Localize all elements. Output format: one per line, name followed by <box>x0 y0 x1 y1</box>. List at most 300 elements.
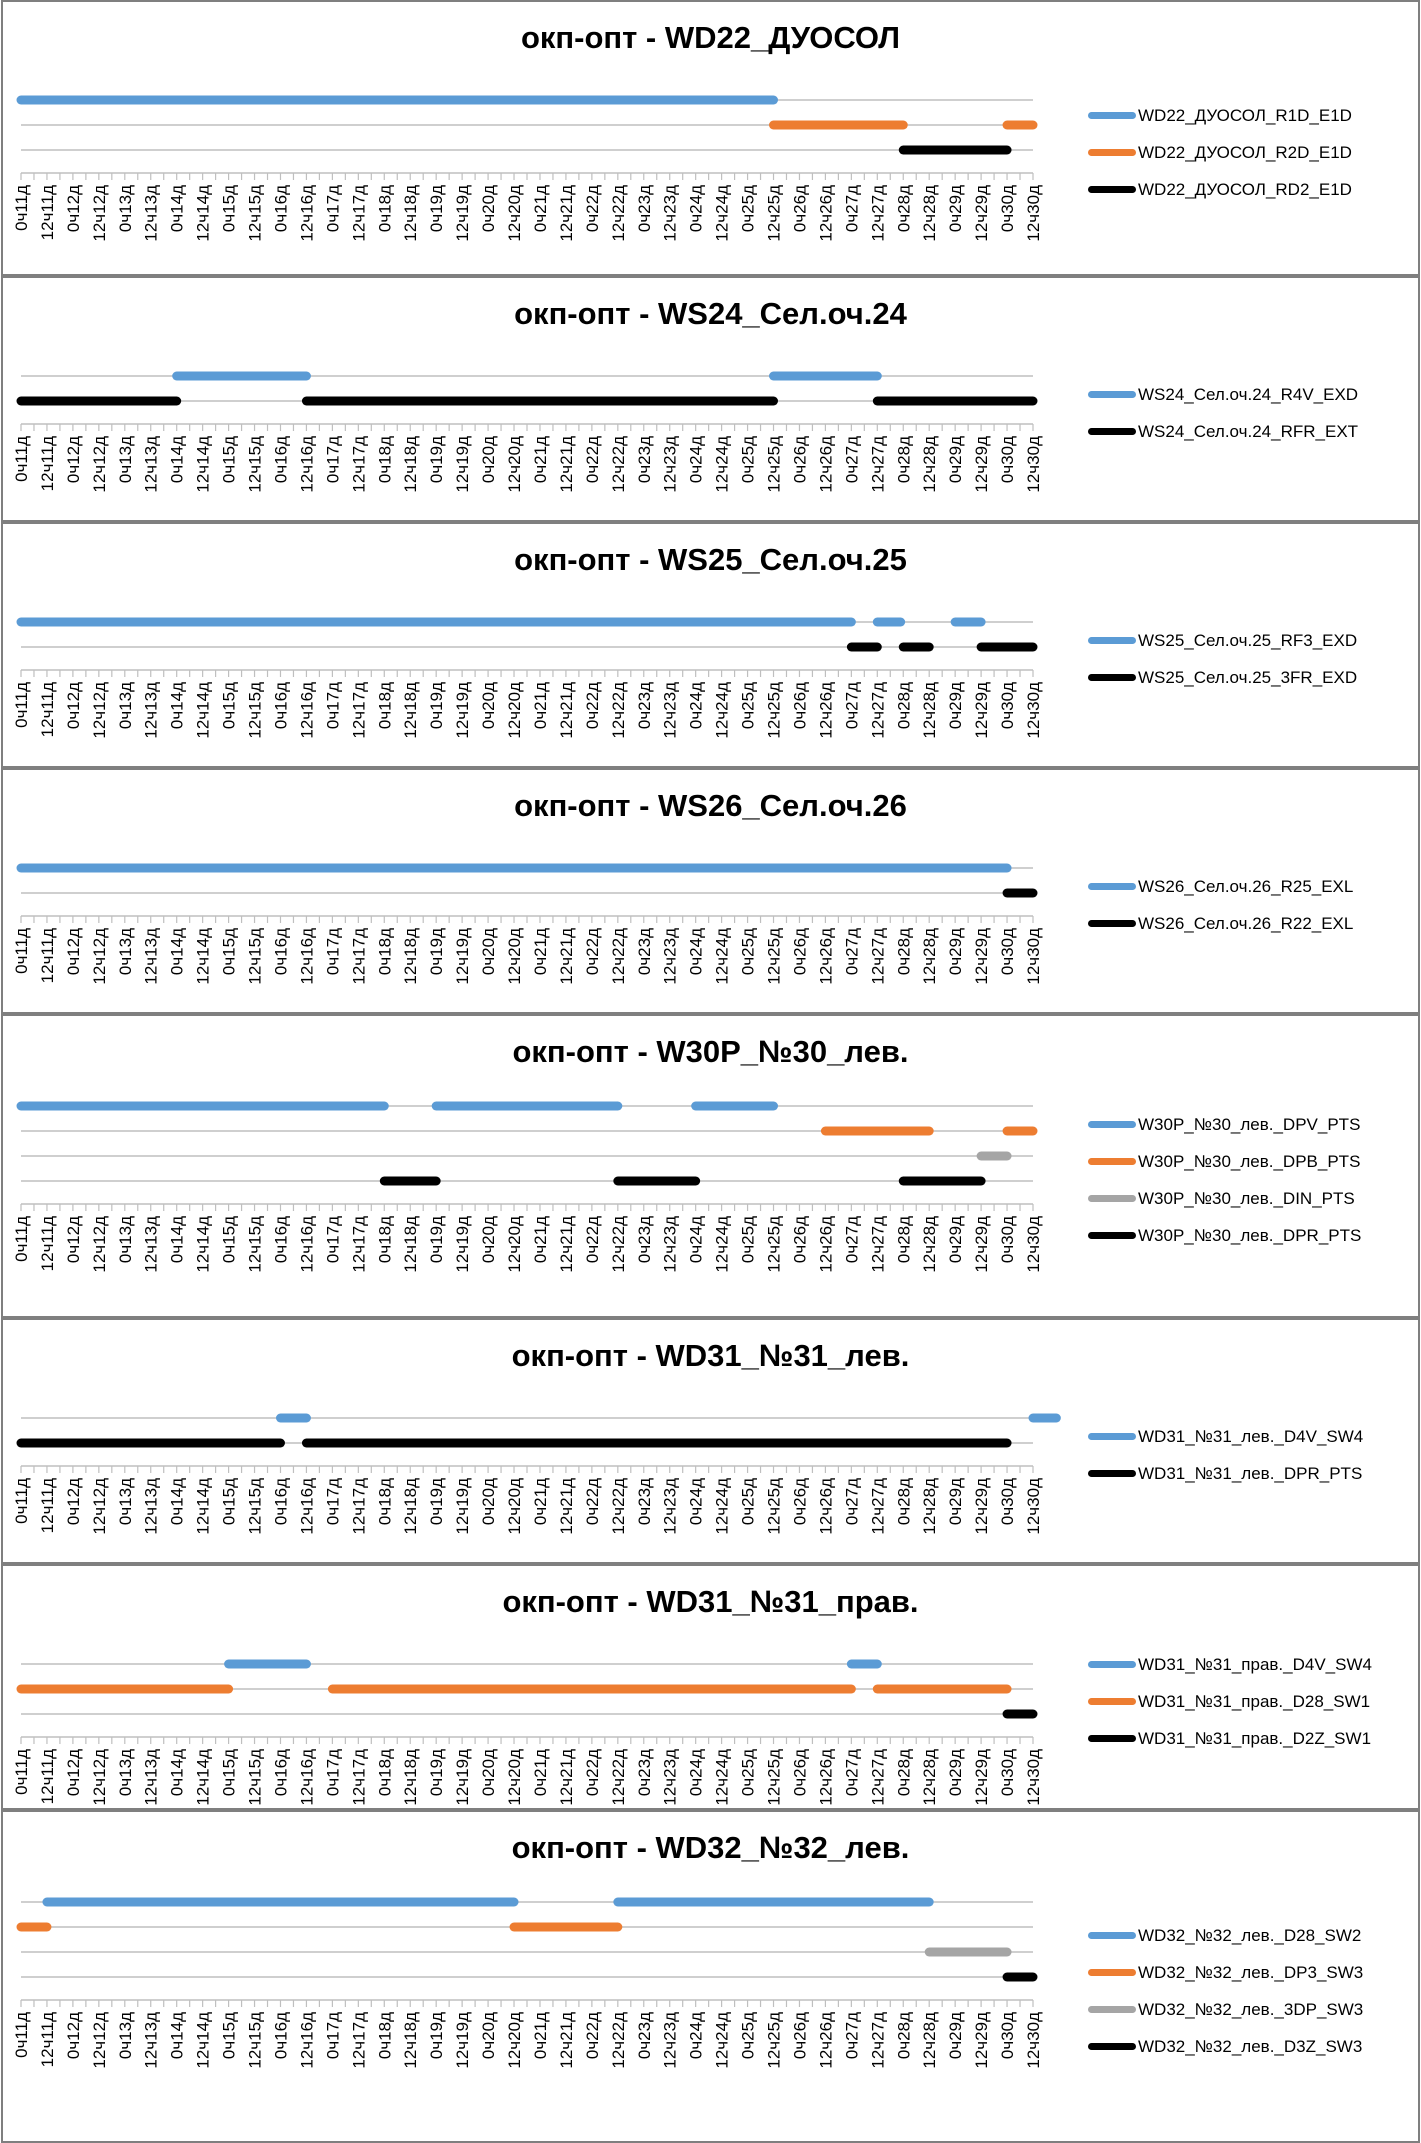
x-tick-label: 12ч22д <box>608 928 628 985</box>
x-tick-label: 0ч13д <box>115 436 135 484</box>
x-tick-label: 0ч15д <box>219 185 239 233</box>
legend-swatch <box>1088 920 1136 927</box>
legend-item <box>1088 622 1398 659</box>
x-tick-label: 12ч29д <box>972 928 992 985</box>
chart-title: окп-опт - WD31_№31_лев. <box>511 1338 910 1373</box>
x-tick-label: 12ч24д <box>712 436 732 493</box>
x-tick-label: 12ч11д <box>37 1749 57 1805</box>
x-tick-label: 12ч25д <box>764 185 784 242</box>
x-tick-label: 0ч30д <box>998 1749 1018 1797</box>
chart-title: окп-опт - WS26_Сел.оч.26 <box>514 788 907 823</box>
legend-item <box>1088 1217 1398 1254</box>
x-tick-label: 0ч13д <box>115 1216 135 1264</box>
legend-label: WS24_Сел.оч.24_R4V_EXD <box>1138 384 1359 404</box>
legend-item <box>1088 905 1398 942</box>
legend-swatch <box>1088 2006 1136 2013</box>
x-tick-label: 0ч22д <box>582 1216 602 1264</box>
x-tick-label: 0ч13д <box>115 928 135 976</box>
x-tick-label: 12ч21д <box>556 1749 576 1806</box>
x-tick-label: 12ч23д <box>660 928 680 985</box>
x-tick-label: 12ч14д <box>193 436 213 493</box>
x-tick-label: 12ч21д <box>556 682 576 739</box>
x-tick-label: 0ч11д <box>12 185 31 231</box>
x-tick-label: 12ч14д <box>193 1478 213 1535</box>
legend-item <box>1088 868 1398 905</box>
legend-swatch <box>1088 1195 1136 1202</box>
x-tick-label: 0ч22д <box>582 436 602 484</box>
gantt-plot <box>3 278 1083 520</box>
x-tick-label: 0ч21д <box>530 185 550 233</box>
x-tick-label: 0ч11д <box>12 682 31 728</box>
x-tick-label: 12ч15д <box>245 1478 265 1535</box>
x-tick-label: 0ч14д <box>167 1749 187 1797</box>
x-tick-label: 12ч23д <box>660 682 680 739</box>
x-tick-label: 0ч29д <box>946 682 966 730</box>
gantt-plot <box>3 524 1083 766</box>
legend-swatch <box>1088 883 1136 890</box>
x-tick-label: 0ч30д <box>998 2012 1018 2060</box>
x-tick-label: 0ч25д <box>738 436 758 484</box>
x-tick-label: 12ч27д <box>868 2012 888 2069</box>
x-tick-label: 12ч13д <box>141 1749 161 1806</box>
x-tick-label: 0ч12д <box>63 185 83 233</box>
x-tick-label: 0ч15д <box>219 682 239 730</box>
legend-label: WS26_Сел.оч.26_R22_EXL <box>1138 913 1354 933</box>
x-tick-label: 0ч11д <box>12 1749 31 1795</box>
x-tick-label: 12ч15д <box>245 436 265 493</box>
x-tick-label: 12ч15д <box>245 1216 265 1273</box>
x-tick-label: 12ч29д <box>972 2012 992 2069</box>
x-tick-label: 12ч16д <box>297 1478 317 1535</box>
x-tick-label: 12ч25д <box>764 2012 784 2069</box>
x-tick-label: 0ч16д <box>271 1216 291 1264</box>
x-tick-label: 12ч20д <box>505 2012 525 2069</box>
x-tick-label: 0ч28д <box>894 1478 914 1526</box>
legend-item <box>1088 1954 1398 1991</box>
x-tick-label: 0ч12д <box>63 928 83 976</box>
x-tick-label: 12ч11д <box>37 2012 57 2068</box>
x-tick-label: 0ч27д <box>842 1216 862 1264</box>
x-tick-label: 12ч28д <box>920 682 940 739</box>
x-tick-label: 0ч23д <box>634 2012 654 2060</box>
x-tick-label: 12ч15д <box>245 928 265 985</box>
x-tick-label: 12ч17д <box>349 1478 369 1535</box>
x-tick-label: 12ч14д <box>193 185 213 242</box>
chart-panel <box>1 276 1420 522</box>
x-tick-label: 0ч20д <box>479 1478 499 1526</box>
x-tick-label: 12ч11д <box>37 436 57 492</box>
x-tick-label: 12ч19д <box>453 1749 473 1806</box>
x-tick-label: 0ч16д <box>271 928 291 976</box>
x-tick-label: 12ч30д <box>1024 1216 1043 1273</box>
x-tick-label: 0ч25д <box>738 2012 758 2060</box>
x-tick-label: 0ч11д <box>12 1216 31 1262</box>
x-tick-label: 0ч19д <box>427 682 447 730</box>
x-tick-label: 0ч30д <box>998 1478 1018 1526</box>
x-tick-label: 0ч23д <box>634 185 654 233</box>
x-tick-label: 0ч15д <box>219 436 239 484</box>
x-tick-label: 12ч13д <box>141 928 161 985</box>
x-tick-label: 0ч14д <box>167 1216 187 1264</box>
x-tick-label: 12ч21д <box>556 2012 576 2069</box>
x-tick-label: 0ч26д <box>790 1216 810 1264</box>
x-tick-label: 0ч18д <box>375 1749 395 1797</box>
x-tick-label: 0ч26д <box>790 1478 810 1526</box>
x-tick-label: 0ч14д <box>167 928 187 976</box>
x-tick-label: 0ч16д <box>271 1478 291 1526</box>
x-tick-label: 0ч30д <box>998 682 1018 730</box>
legend <box>1088 1917 1398 2065</box>
chart-title: окп-опт - WS24_Сел.оч.24 <box>514 296 907 331</box>
x-tick-label: 12ч16д <box>297 928 317 985</box>
x-tick-label: 0ч26д <box>790 185 810 233</box>
legend-label: WD22_ДУОСОЛ_R1D_E1D <box>1138 105 1352 125</box>
x-tick-label: 12ч24д <box>712 2012 732 2069</box>
x-tick-label: 0ч21д <box>530 682 550 730</box>
x-tick-label: 12ч26д <box>816 185 836 242</box>
x-tick-label: 0ч24д <box>686 1216 706 1264</box>
x-tick-label: 0ч28д <box>894 185 914 233</box>
x-tick-label: 0ч22д <box>582 928 602 976</box>
legend-label: WD32_№32_лев._DP3_SW3 <box>1138 1962 1364 1982</box>
legend-label: WD22_ДУОСОЛ_R2D_E1D <box>1138 142 1352 162</box>
x-tick-label: 0ч15д <box>219 1216 239 1264</box>
x-tick-label: 0ч23д <box>634 1478 654 1526</box>
x-tick-label: 12ч18д <box>401 185 421 242</box>
x-tick-label: 12ч13д <box>141 436 161 493</box>
legend-label: WD31_№31_лев._DPR_PTS <box>1138 1463 1363 1483</box>
chart-panel <box>1 1014 1420 1318</box>
x-tick-label: 12ч27д <box>868 185 888 242</box>
x-tick-label: 12ч19д <box>453 1478 473 1535</box>
x-tick-label: 0ч21д <box>530 436 550 484</box>
x-tick-label: 0ч20д <box>479 2012 499 2060</box>
x-tick-label: 12ч20д <box>505 436 525 493</box>
x-tick-label: 0ч20д <box>479 682 499 730</box>
x-tick-label: 12ч20д <box>505 185 525 242</box>
x-tick-label: 12ч13д <box>141 2012 161 2069</box>
legend-swatch <box>1088 186 1136 193</box>
x-tick-label: 12ч13д <box>141 1478 161 1535</box>
x-tick-label: 0ч24д <box>686 2012 706 2060</box>
legend-swatch <box>1088 674 1136 681</box>
x-tick-label: 12ч20д <box>505 1478 525 1535</box>
x-tick-label: 12ч28д <box>920 1216 940 1273</box>
x-tick-label: 0ч17д <box>323 928 343 976</box>
x-tick-label: 12ч26д <box>816 436 836 493</box>
x-tick-label: 12ч27д <box>868 928 888 985</box>
x-tick-label: 0ч27д <box>842 928 862 976</box>
x-tick-label: 12ч15д <box>245 1749 265 1806</box>
legend-label: WD32_№32_лев._D3Z_SW3 <box>1138 2036 1363 2056</box>
x-tick-label: 12ч20д <box>505 1216 525 1273</box>
legend-swatch <box>1088 112 1136 119</box>
x-tick-label: 12ч26д <box>816 1216 836 1273</box>
x-tick-label: 12ч29д <box>972 1749 992 1806</box>
x-tick-label: 12ч25д <box>764 682 784 739</box>
x-tick-label: 12ч17д <box>349 2012 369 2069</box>
legend-item <box>1088 97 1398 134</box>
x-tick-label: 0ч13д <box>115 1749 135 1797</box>
x-tick-label: 0ч13д <box>115 682 135 730</box>
x-tick-label: 12ч28д <box>920 1478 940 1535</box>
x-tick-label: 12ч30д <box>1024 436 1043 493</box>
chart-panel <box>1 1564 1420 1810</box>
x-tick-label: 0ч27д <box>842 436 862 484</box>
x-tick-label: 12ч17д <box>349 682 369 739</box>
x-tick-label: 0ч18д <box>375 185 395 233</box>
x-tick-label: 0ч24д <box>686 1749 706 1797</box>
x-tick-label: 0ч27д <box>842 185 862 233</box>
x-tick-label: 0ч26д <box>790 2012 810 2060</box>
legend-swatch <box>1088 1969 1136 1976</box>
legend <box>1088 1646 1398 1757</box>
x-tick-label: 12ч24д <box>712 928 732 985</box>
x-tick-label: 12ч28д <box>920 1749 940 1806</box>
legend-item <box>1088 1143 1398 1180</box>
legend-item <box>1088 2028 1398 2065</box>
x-tick-label: 0ч15д <box>219 1478 239 1526</box>
x-tick-label: 12ч14д <box>193 1216 213 1273</box>
x-tick-label: 0ч23д <box>634 682 654 730</box>
legend-label: WS25_Сел.оч.25_3FR_EXD <box>1138 667 1358 687</box>
legend-label: W30P_№30_лев._DPR_PTS <box>1138 1225 1362 1245</box>
legend <box>1088 622 1398 696</box>
x-tick-label: 12ч28д <box>920 928 940 985</box>
legend-item <box>1088 1917 1398 1954</box>
x-tick-label: 12ч18д <box>401 436 421 493</box>
legend-label: WS24_Сел.оч.24_RFR_EXT <box>1138 421 1359 441</box>
x-tick-label: 12ч16д <box>297 1216 317 1273</box>
legend-label: WD32_№32_лев._3DP_SW3 <box>1138 1999 1364 2019</box>
x-tick-label: 12ч20д <box>505 1749 525 1806</box>
x-tick-label: 0ч29д <box>946 2012 966 2060</box>
legend <box>1088 97 1398 208</box>
x-tick-label: 12ч27д <box>868 436 888 493</box>
x-tick-label: 0ч28д <box>894 682 914 730</box>
gantt-plot <box>3 1812 1083 2141</box>
x-tick-label: 0ч20д <box>479 185 499 233</box>
x-tick-label: 0ч29д <box>946 436 966 484</box>
x-tick-label: 0ч30д <box>998 185 1018 233</box>
x-tick-label: 12ч23д <box>660 1478 680 1535</box>
x-tick-label: 0ч23д <box>634 1749 654 1797</box>
legend-swatch <box>1088 1158 1136 1165</box>
x-tick-label: 0ч12д <box>63 1216 83 1264</box>
chart-title: окп-опт - WD22_ДУОСОЛ <box>520 20 901 55</box>
x-tick-label: 12ч19д <box>453 2012 473 2069</box>
x-tick-label: 12ч16д <box>297 1749 317 1806</box>
x-tick-label: 12ч21д <box>556 185 576 242</box>
x-tick-label: 0ч23д <box>634 928 654 976</box>
x-tick-label: 0ч25д <box>738 928 758 976</box>
x-tick-label: 0ч29д <box>946 1216 966 1264</box>
x-tick-label: 12ч18д <box>401 1749 421 1806</box>
x-tick-label: 0ч19д <box>427 2012 447 2060</box>
x-tick-label: 12ч26д <box>816 1749 836 1806</box>
x-tick-label: 12ч23д <box>660 436 680 493</box>
x-tick-label: 0ч12д <box>63 1749 83 1797</box>
x-tick-label: 0ч25д <box>738 682 758 730</box>
x-tick-label: 0ч26д <box>790 1749 810 1797</box>
x-tick-label: 12ч22д <box>608 1216 628 1273</box>
x-tick-label: 0ч16д <box>271 1749 291 1797</box>
legend-swatch <box>1088 149 1136 156</box>
x-tick-label: 12ч29д <box>972 1216 992 1273</box>
gantt-plot <box>3 2 1083 274</box>
x-tick-label: 0ч20д <box>479 1749 499 1797</box>
x-tick-label: 12ч20д <box>505 928 525 985</box>
legend-item <box>1088 1418 1398 1455</box>
legend-swatch <box>1088 1470 1136 1477</box>
legend-item <box>1088 1683 1398 1720</box>
x-tick-label: 0ч30д <box>998 928 1018 976</box>
x-tick-label: 0ч22д <box>582 1749 602 1797</box>
x-tick-label: 0ч30д <box>998 436 1018 484</box>
x-tick-label: 12ч11д <box>37 682 57 738</box>
legend-item <box>1088 1455 1398 1492</box>
x-tick-label: 0ч19д <box>427 1478 447 1526</box>
x-tick-label: 0ч27д <box>842 682 862 730</box>
x-tick-label: 12ч23д <box>660 1216 680 1273</box>
x-tick-label: 12ч29д <box>972 1478 992 1535</box>
x-tick-label: 12ч26д <box>816 682 836 739</box>
x-tick-label: 0ч24д <box>686 1478 706 1526</box>
x-tick-label: 12ч12д <box>89 2012 109 2069</box>
x-tick-label: 12ч26д <box>816 2012 836 2069</box>
legend-swatch <box>1088 1698 1136 1705</box>
x-tick-label: 12ч25д <box>764 1749 784 1806</box>
x-tick-label: 12ч21д <box>556 928 576 985</box>
x-tick-label: 0ч17д <box>323 1749 343 1797</box>
x-tick-label: 12ч22д <box>608 682 628 739</box>
x-tick-label: 0ч28д <box>894 928 914 976</box>
x-tick-label: 12ч12д <box>89 185 109 242</box>
x-tick-label: 12ч17д <box>349 1216 369 1273</box>
x-tick-label: 0ч24д <box>686 928 706 976</box>
legend-item <box>1088 376 1398 413</box>
legend-swatch <box>1088 1735 1136 1742</box>
x-tick-label: 12ч24д <box>712 1216 732 1273</box>
x-tick-label: 0ч14д <box>167 436 187 484</box>
x-tick-label: 12ч18д <box>401 2012 421 2069</box>
x-tick-label: 12ч21д <box>556 1216 576 1273</box>
x-tick-label: 0ч28д <box>894 436 914 484</box>
x-tick-label: 12ч22д <box>608 185 628 242</box>
x-tick-label: 0ч25д <box>738 1216 758 1264</box>
legend-item <box>1088 1646 1398 1683</box>
x-tick-label: 12ч15д <box>245 185 265 242</box>
x-tick-label: 12ч12д <box>89 928 109 985</box>
x-tick-label: 12ч13д <box>141 682 161 739</box>
x-tick-label: 12ч20д <box>505 682 525 739</box>
x-tick-label: 12ч19д <box>453 185 473 242</box>
x-tick-label: 0ч11д <box>12 1478 31 1524</box>
x-tick-label: 0ч22д <box>582 2012 602 2060</box>
legend <box>1088 868 1398 942</box>
legend-swatch <box>1088 391 1136 398</box>
legend-swatch <box>1088 1661 1136 1668</box>
x-tick-label: 12ч25д <box>764 928 784 985</box>
x-tick-label: 12ч30д <box>1024 1478 1043 1535</box>
x-tick-label: 0ч21д <box>530 1216 550 1264</box>
gantt-plot <box>3 770 1083 1012</box>
legend-label: WD32_№32_лев._D28_SW2 <box>1138 1925 1362 1945</box>
x-tick-label: 0ч24д <box>686 682 706 730</box>
x-tick-label: 0ч19д <box>427 928 447 976</box>
legend-label: WS25_Сел.оч.25_RF3_EXD <box>1138 630 1358 650</box>
legend-item <box>1088 171 1398 208</box>
chart-title: окп-опт - W30P_№30_лев. <box>512 1034 909 1069</box>
x-tick-label: 0ч13д <box>115 1478 135 1526</box>
x-tick-label: 0ч17д <box>323 2012 343 2060</box>
x-tick-label: 12ч22д <box>608 2012 628 2069</box>
x-tick-label: 12ч27д <box>868 682 888 739</box>
x-tick-label: 12ч27д <box>868 1749 888 1806</box>
legend-item <box>1088 134 1398 171</box>
x-tick-label: 12ч27д <box>868 1478 888 1535</box>
x-tick-label: 12ч24д <box>712 1749 732 1806</box>
x-tick-label: 0ч21д <box>530 2012 550 2060</box>
x-tick-label: 12ч22д <box>608 1478 628 1535</box>
x-tick-label: 0ч18д <box>375 2012 395 2060</box>
x-tick-label: 0ч27д <box>842 1749 862 1797</box>
legend-swatch <box>1088 1232 1136 1239</box>
x-tick-label: 0ч23д <box>634 1216 654 1264</box>
x-tick-label: 12ч15д <box>245 682 265 739</box>
x-tick-label: 12ч12д <box>89 436 109 493</box>
x-tick-label: 12ч29д <box>972 436 992 493</box>
x-tick-label: 12ч18д <box>401 1478 421 1535</box>
legend-swatch <box>1088 1433 1136 1440</box>
x-tick-label: 0ч12д <box>63 436 83 484</box>
x-tick-label: 0ч29д <box>946 1478 966 1526</box>
legend-label: WD31_№31_прав._D2Z_SW1 <box>1138 1728 1372 1748</box>
x-tick-label: 12ч17д <box>349 1749 369 1806</box>
x-tick-label: 0ч19д <box>427 1749 447 1797</box>
x-tick-label: 12ч12д <box>89 1749 109 1806</box>
x-tick-label: 0ч30д <box>998 1216 1018 1264</box>
x-tick-label: 12ч14д <box>193 1749 213 1806</box>
x-tick-label: 12ч18д <box>401 682 421 739</box>
x-tick-label: 12ч24д <box>712 1478 732 1535</box>
x-tick-label: 12ч26д <box>816 1478 836 1535</box>
x-tick-label: 12ч16д <box>297 185 317 242</box>
x-tick-label: 0ч26д <box>790 436 810 484</box>
x-tick-label: 12ч19д <box>453 682 473 739</box>
x-tick-label: 12ч17д <box>349 928 369 985</box>
x-tick-label: 0ч14д <box>167 185 187 233</box>
legend-swatch <box>1088 1121 1136 1128</box>
legend-label: WD31_№31_прав._D4V_SW4 <box>1138 1654 1372 1674</box>
x-tick-label: 12ч30д <box>1024 928 1043 985</box>
x-tick-label: 12ч21д <box>556 1478 576 1535</box>
x-tick-label: 0ч16д <box>271 185 291 233</box>
x-tick-label: 0ч14д <box>167 2012 187 2060</box>
x-tick-label: 0ч16д <box>271 2012 291 2060</box>
x-tick-label: 0ч23д <box>634 436 654 484</box>
x-tick-label: 12ч19д <box>453 928 473 985</box>
x-tick-label: 12ч28д <box>920 185 940 242</box>
x-tick-label: 12ч23д <box>660 2012 680 2069</box>
x-tick-label: 0ч11д <box>12 928 31 974</box>
x-tick-label: 0ч28д <box>894 1216 914 1264</box>
x-tick-label: 12ч28д <box>920 436 940 493</box>
x-tick-label: 0ч17д <box>323 185 343 233</box>
x-tick-label: 12ч19д <box>453 436 473 493</box>
chart-title: окп-опт - WD32_№32_лев. <box>511 1830 910 1865</box>
x-tick-label: 0ч20д <box>479 436 499 484</box>
